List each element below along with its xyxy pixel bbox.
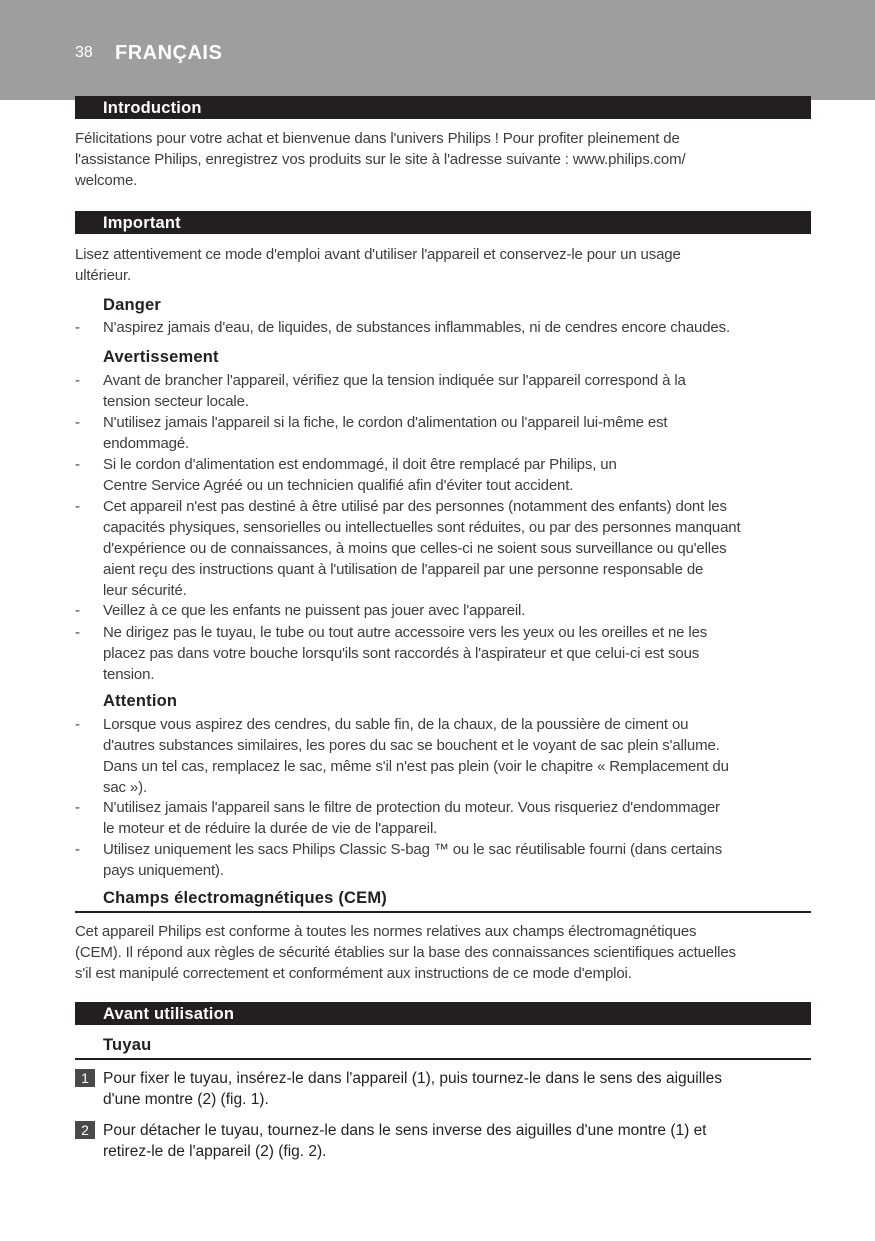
subsection-rule [75, 1058, 811, 1060]
step-text: Pour détacher le tuyau, tournez-le dans le sens inverse des aiguilles d'une montre (1) et retirez-le de l'appareil (2) (fig. 2). [103, 1122, 707, 1160]
emf-heading: Champs électromagnétiques (CEM) [103, 889, 388, 907]
step-number: 1 [75, 1069, 95, 1087]
page-header [0, 0, 875, 100]
list-dash: - [75, 372, 80, 389]
page-number: 38 [75, 44, 93, 61]
list-dash: - [75, 799, 80, 816]
emf-paragraph: Cet appareil Philips est conforme à toutes les normes relatives aux champs électromagnétiques (CEM). Il répond aux règles de sécurité établies sur la base des connaissances scientifiques actuelles s'il est manipulé correctement et conformément aux instructions de ce mode d'emploi. [75, 923, 736, 982]
section-title: Important [103, 214, 181, 232]
warning-heading: Avertissement [103, 348, 219, 366]
list-dash: - [75, 319, 80, 336]
section-bar-introduction [75, 96, 811, 119]
list-dash: - [75, 456, 80, 473]
section-bar-important [75, 211, 811, 234]
important-paragraph: Lisez attentivement ce mode d'emploi avant d'utiliser l'appareil et conservez-le pour un usage ultérieur. [75, 246, 681, 284]
intro-paragraph: Félicitations pour votre achat et bienvenue dans l'univers Philips ! Pour profiter pleinement de l'assistance Philips, enregistrez vos produits sur le site à l'adresse suivante : www.philips.com/ welcome. [75, 130, 686, 189]
list-dash: - [75, 841, 80, 858]
subsection-rule [75, 911, 811, 913]
list-dash: - [75, 414, 80, 431]
list-dash: - [75, 716, 80, 733]
step-number: 2 [75, 1121, 95, 1139]
section-bar-before-use [75, 1002, 811, 1025]
list-dash: - [75, 602, 80, 619]
list-dash: - [75, 624, 80, 641]
caution-heading: Attention [103, 692, 178, 710]
list-dash: - [75, 498, 80, 515]
danger-heading: Danger [103, 296, 162, 314]
step-text: Pour fixer le tuyau, insérez-le dans l'appareil (1), puis tournez-le dans le sens des aiguilles d'une montre (2) (fig. 1). [103, 1070, 722, 1108]
section-title: Avant utilisation [103, 1005, 235, 1023]
section-title: Introduction [103, 99, 202, 117]
language-title: FRANÇAIS [115, 42, 223, 64]
hose-heading: Tuyau [103, 1036, 152, 1054]
